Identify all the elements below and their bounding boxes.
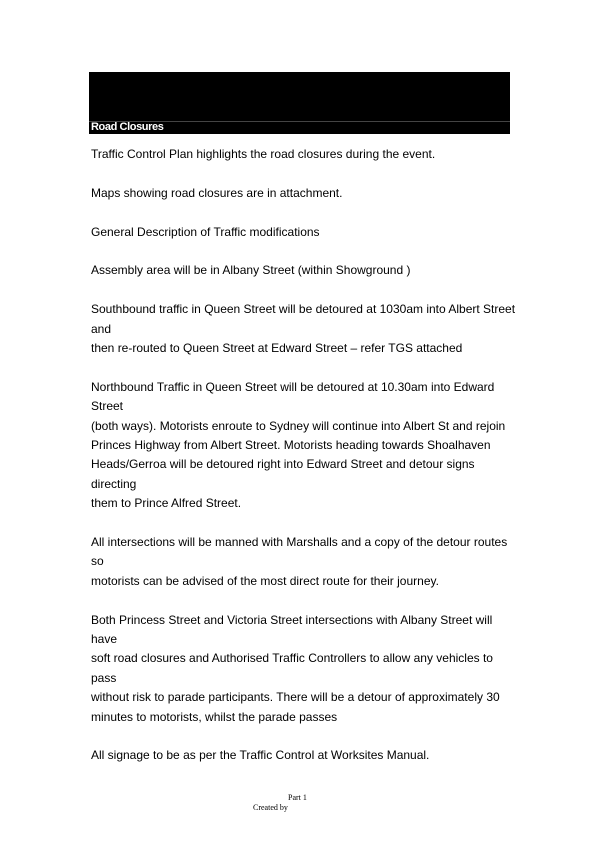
paragraph-general-description: General Description of Traffic modifications [91, 224, 320, 239]
footer-created-by: Created by [253, 803, 288, 812]
section-header-bar [89, 72, 510, 134]
paragraph-intro: Traffic Control Plan highlights the road closures during the event. [91, 147, 436, 161]
paragraph-intersections: All intersections will be manned with Marshalls and a copy of the detour routes so motorists can be advised of the most direct route for their journey. [91, 535, 508, 588]
paragraph-southbound: Southbound traffic in Queen Street will be detoured at 1030am into Albert Street and then re-routed to Queen Street at Edward Street – refer TGS attached [91, 302, 516, 355]
page-footer [240, 793, 360, 813]
section-title: Road Closures [91, 121, 164, 133]
paragraph-soft-closures: Both Princess Street and Victoria Street intersections with Albany Street will have soft road closures and Authorised Traffic Controllers to allow any vehicles to pass without risk to parade participants. There will be a detour of approximately 30 minutes to motorists, whilst the parade passes [91, 612, 500, 724]
paragraph-maps: Maps showing road closures are in attachment. [91, 185, 343, 200]
paragraph-assembly-area: Assembly area will be in Albany Street (within Showground ) [91, 263, 411, 278]
document-body [91, 145, 516, 785]
paragraph-signage: All signage to be as per the Traffic Control at Worksites Manual. [91, 748, 430, 763]
footer-page-label: Part 1 [288, 793, 307, 802]
paragraph-northbound: Northbound Traffic in Queen Street will be detoured at 10.30am into Edward Street (both ways). Motorists enroute to Sydney will continue into Albert St and rejoin Princes Highway from Albert Street. Motorists heading towards Shoalhaven Heads/Gerroa will be detoured right into Edward Street and detour signs directing them to Prince Alfred Street. [91, 379, 506, 511]
